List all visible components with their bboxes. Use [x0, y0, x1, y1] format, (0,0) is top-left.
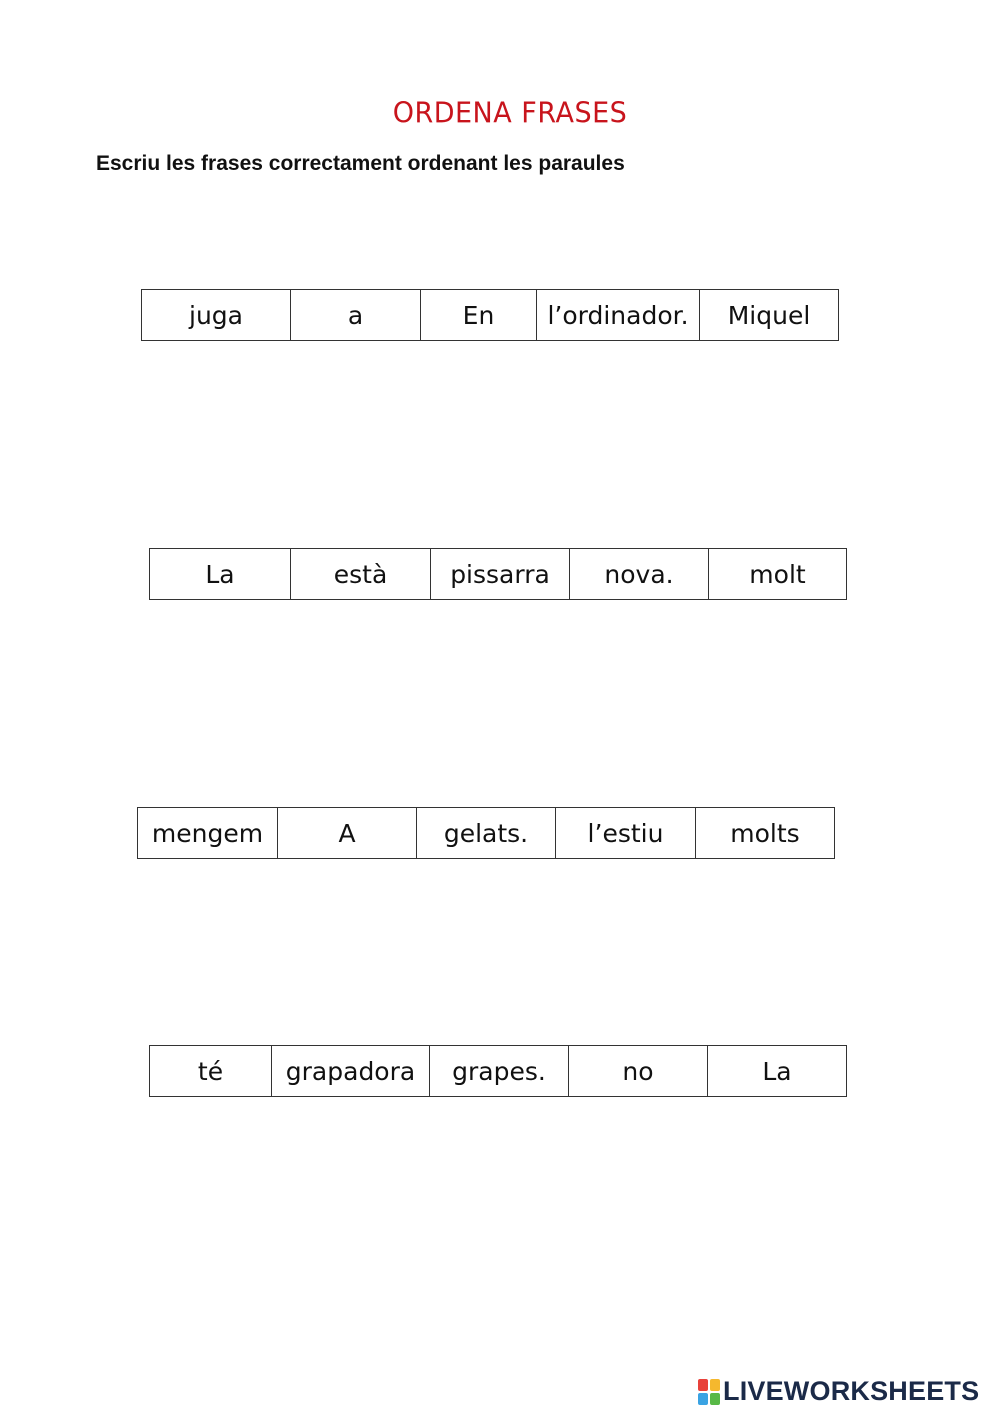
liveworksheets-logo-icon [698, 1379, 720, 1405]
word-row-4 [149, 1045, 847, 1097]
word-cell[interactable]: juga [142, 290, 291, 340]
instruction-text: Escriu les frases correctament ordenant les paraules [96, 152, 625, 175]
logo-square-yellow [710, 1379, 720, 1391]
word-cell[interactable]: mengem [138, 808, 278, 858]
word-row-3 [137, 807, 835, 859]
word-row-1 [141, 289, 839, 341]
word-cell[interactable]: A [278, 808, 417, 858]
word-cell[interactable]: l’estiu [556, 808, 696, 858]
word-cell[interactable]: Miquel [727, 300, 811, 330]
word-cell[interactable]: molts [730, 818, 800, 848]
word-cell[interactable]: està [291, 549, 431, 599]
word-cell[interactable]: La [762, 1056, 792, 1086]
logo-square-red [698, 1379, 708, 1391]
word-cell[interactable]: La [150, 549, 291, 599]
word-cell[interactable]: grapadora [272, 1046, 430, 1096]
word-cell[interactable]: no [569, 1046, 708, 1096]
brand-name: LIVEWORKSHEETS [723, 1376, 980, 1406]
word-cell[interactable]: En [421, 290, 537, 340]
word-cell[interactable]: a [291, 290, 421, 340]
word-row-2 [149, 548, 847, 600]
word-cell[interactable]: gelats. [417, 808, 556, 858]
logo-square-blue [698, 1393, 708, 1405]
liveworksheets-logo [698, 1376, 979, 1407]
word-cell[interactable]: nova. [570, 549, 709, 599]
word-cell[interactable]: pissarra [431, 549, 570, 599]
word-cell[interactable]: grapes. [430, 1046, 569, 1096]
logo-square-green [710, 1393, 720, 1405]
page-title: ORDENA FRASES [392, 97, 628, 130]
word-cell[interactable]: té [150, 1046, 272, 1096]
word-cell[interactable]: l’ordinador. [537, 290, 700, 340]
word-cell[interactable]: molt [749, 559, 806, 589]
